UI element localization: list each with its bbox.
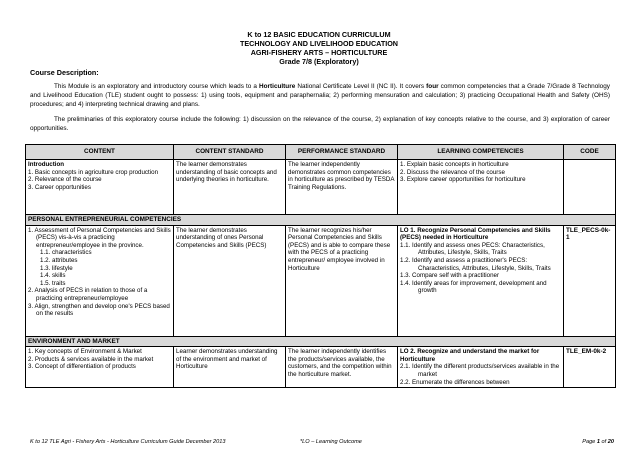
pec-competencies-cell bbox=[398, 225, 564, 336]
list-item: 1.4. Identify areas for improvement, development and growth bbox=[400, 279, 547, 295]
list-item: 2. Analysis of PECS in relation to those of a practicing entrepreneur/employee bbox=[28, 287, 148, 302]
header-code: CODE bbox=[564, 145, 616, 160]
env-content-cell bbox=[26, 347, 174, 388]
env-performance-cell: The learner independently identifies the products/services available, the customers, and the competition within the horticulture market. bbox=[286, 347, 398, 388]
intro-title: Introduction bbox=[28, 161, 65, 168]
list-item: 1. Key concepts of Environment & Market bbox=[28, 348, 142, 356]
list-item: 3. Explore career opportunities for horticulture bbox=[400, 176, 526, 184]
pec-code-cell: TLE_PECS-0k-1 bbox=[564, 225, 616, 336]
env-competencies-cell bbox=[398, 347, 564, 388]
header-performance-standard: PERFORMANCE STANDARD bbox=[286, 145, 398, 160]
header-learning-competencies: LEARNING COMPETENCIES bbox=[398, 145, 564, 160]
intro-standard-cell: The learner demonstrates understanding of basic concepts and underlying theories in horticulture. bbox=[174, 160, 286, 215]
course-description-label: Course Description: bbox=[30, 68, 99, 77]
list-item: 1.3. Compare self with a practitioner bbox=[400, 272, 500, 280]
list-subitem: 1.5. traits bbox=[40, 279, 66, 287]
curriculum-table bbox=[25, 144, 616, 388]
table-header-row bbox=[26, 145, 616, 160]
learning-outcome-2: LO 2. Recognize and understand the market for Horticulture bbox=[400, 348, 540, 363]
env-section-title: ENVIRONMENT AND MARKET bbox=[26, 336, 616, 347]
subject-title: TECHNOLOGY AND LIVELIHOOD EDUCATION bbox=[240, 39, 398, 48]
grade-title: Grade 7/8 (Exploratory) bbox=[279, 57, 359, 66]
table-row bbox=[26, 225, 616, 336]
list-item: 2. Discuss the relevance of the course bbox=[400, 168, 505, 176]
list-item: 2. Products & services available in the market bbox=[28, 355, 154, 363]
course-description-paragraph-2: The preliminaries of this exploratory course include the following: 1) discussion on the relevance of the course, 2) explanation of key concepts relative to the course, and 3) exploration of career opportunities. bbox=[30, 116, 610, 132]
list-item: 2.1. Identify the different products/services available in the market bbox=[400, 363, 560, 378]
list-item: 1.2. Identify and assess a practitioner's PECS: Characteristics, Attributes, Lifestyle, Skills, Traits bbox=[400, 256, 551, 272]
learning-outcome-1: LO 1. Recognize Personal Competencies and Skills (PECS) needed in Horticulture bbox=[400, 226, 551, 242]
env-standard-cell: Learner demonstrates understanding of the environment and market of Horticulture bbox=[174, 347, 286, 388]
list-item: 1. Explain basic concepts in horticulture bbox=[400, 161, 509, 168]
curriculum-title: K to 12 BASIC EDUCATION CURRICULUM bbox=[247, 30, 391, 39]
list-item: 1. Basic concepts in agriculture crop production bbox=[28, 168, 159, 176]
course-description-paragraph-1: This Module is an exploratory and introductory course which leads to a Horticulture National Certificate Level II (NC II). It covers four common competencies that a Grade 7/Grade 8 Technology and Livelihood Education (TLE) student ought to possess: 1) using tools, equipment and paraphernalia; 2) performing mensuration and calculation; 3) practicing Occupational Health and Safety (OHS) procedures; and 4) interpreting technical drawing and plans. bbox=[30, 83, 610, 108]
header-content: CONTENT bbox=[26, 145, 174, 160]
header-content-standard: CONTENT STANDARD bbox=[174, 145, 286, 160]
list-subitem: 1.3. lifestyle bbox=[40, 264, 73, 272]
list-subitem: 1.1. characteristics bbox=[40, 249, 92, 257]
table-row bbox=[26, 160, 616, 215]
list-item: 1.1. Identify and assess ones PECS: Characteristics, Attributes, Lifestyle, Skills, Traits bbox=[400, 241, 545, 257]
intro-competencies-cell bbox=[398, 160, 564, 215]
intro-performance-cell: The learner independently demonstrates common competencies in horticulture as prescribed by TESDA Training Regulations. bbox=[286, 160, 398, 215]
list-item: 2.2. Enumerate the differences between bbox=[400, 378, 510, 386]
pec-standard-cell: The learner demonstrates understanding of ones Personal Competencies and Skills (PECS) bbox=[174, 225, 286, 336]
pec-section-title: PERSONAL ENTREPRENEURIAL COMPETENCIES bbox=[26, 215, 616, 226]
list-item: 3. Career opportunities bbox=[28, 183, 91, 191]
specialization-title: AGRI-FISHERY ARTS – HORTICULTURE bbox=[250, 48, 388, 57]
footer-guide-title: K to 12 TLE Agri - Fishery Arts - Horticulture Curriculum Guide December 2013 bbox=[30, 439, 226, 445]
footer-lo-note: *LO – Learning Outcome bbox=[300, 439, 362, 445]
section-row bbox=[26, 215, 616, 226]
intro-content-cell bbox=[26, 160, 174, 215]
env-code-cell: TLE_EM-0k-2 bbox=[564, 347, 616, 388]
list-item: 1. Assessment of Personal Competencies and Skills (PECS) vis-à-vis a practicing entrepreneur/employee in the province. bbox=[28, 226, 171, 249]
list-item: 2. Relevance of the course bbox=[28, 176, 102, 184]
intro-code-cell bbox=[564, 160, 616, 215]
list-subitem: 1.4. skills bbox=[40, 272, 66, 280]
list-item: 3. Concept of differentiation of products bbox=[28, 363, 136, 371]
table-row bbox=[26, 347, 616, 388]
list-item: 3. Align, strengthen and develop one's PECS based on the results bbox=[28, 302, 170, 318]
section-row bbox=[26, 336, 616, 347]
footer-page-number: Page 1 of 20 bbox=[582, 439, 614, 445]
pec-performance-cell: The learner recognizes his/her Personal Competencies and Skills (PECS) and is able to compare these with the PECS of a practicing entrepreneur/ employee involved in Horticulture bbox=[286, 225, 398, 336]
pec-content-cell bbox=[26, 225, 174, 336]
list-subitem: 1.2. attributes bbox=[40, 256, 78, 264]
